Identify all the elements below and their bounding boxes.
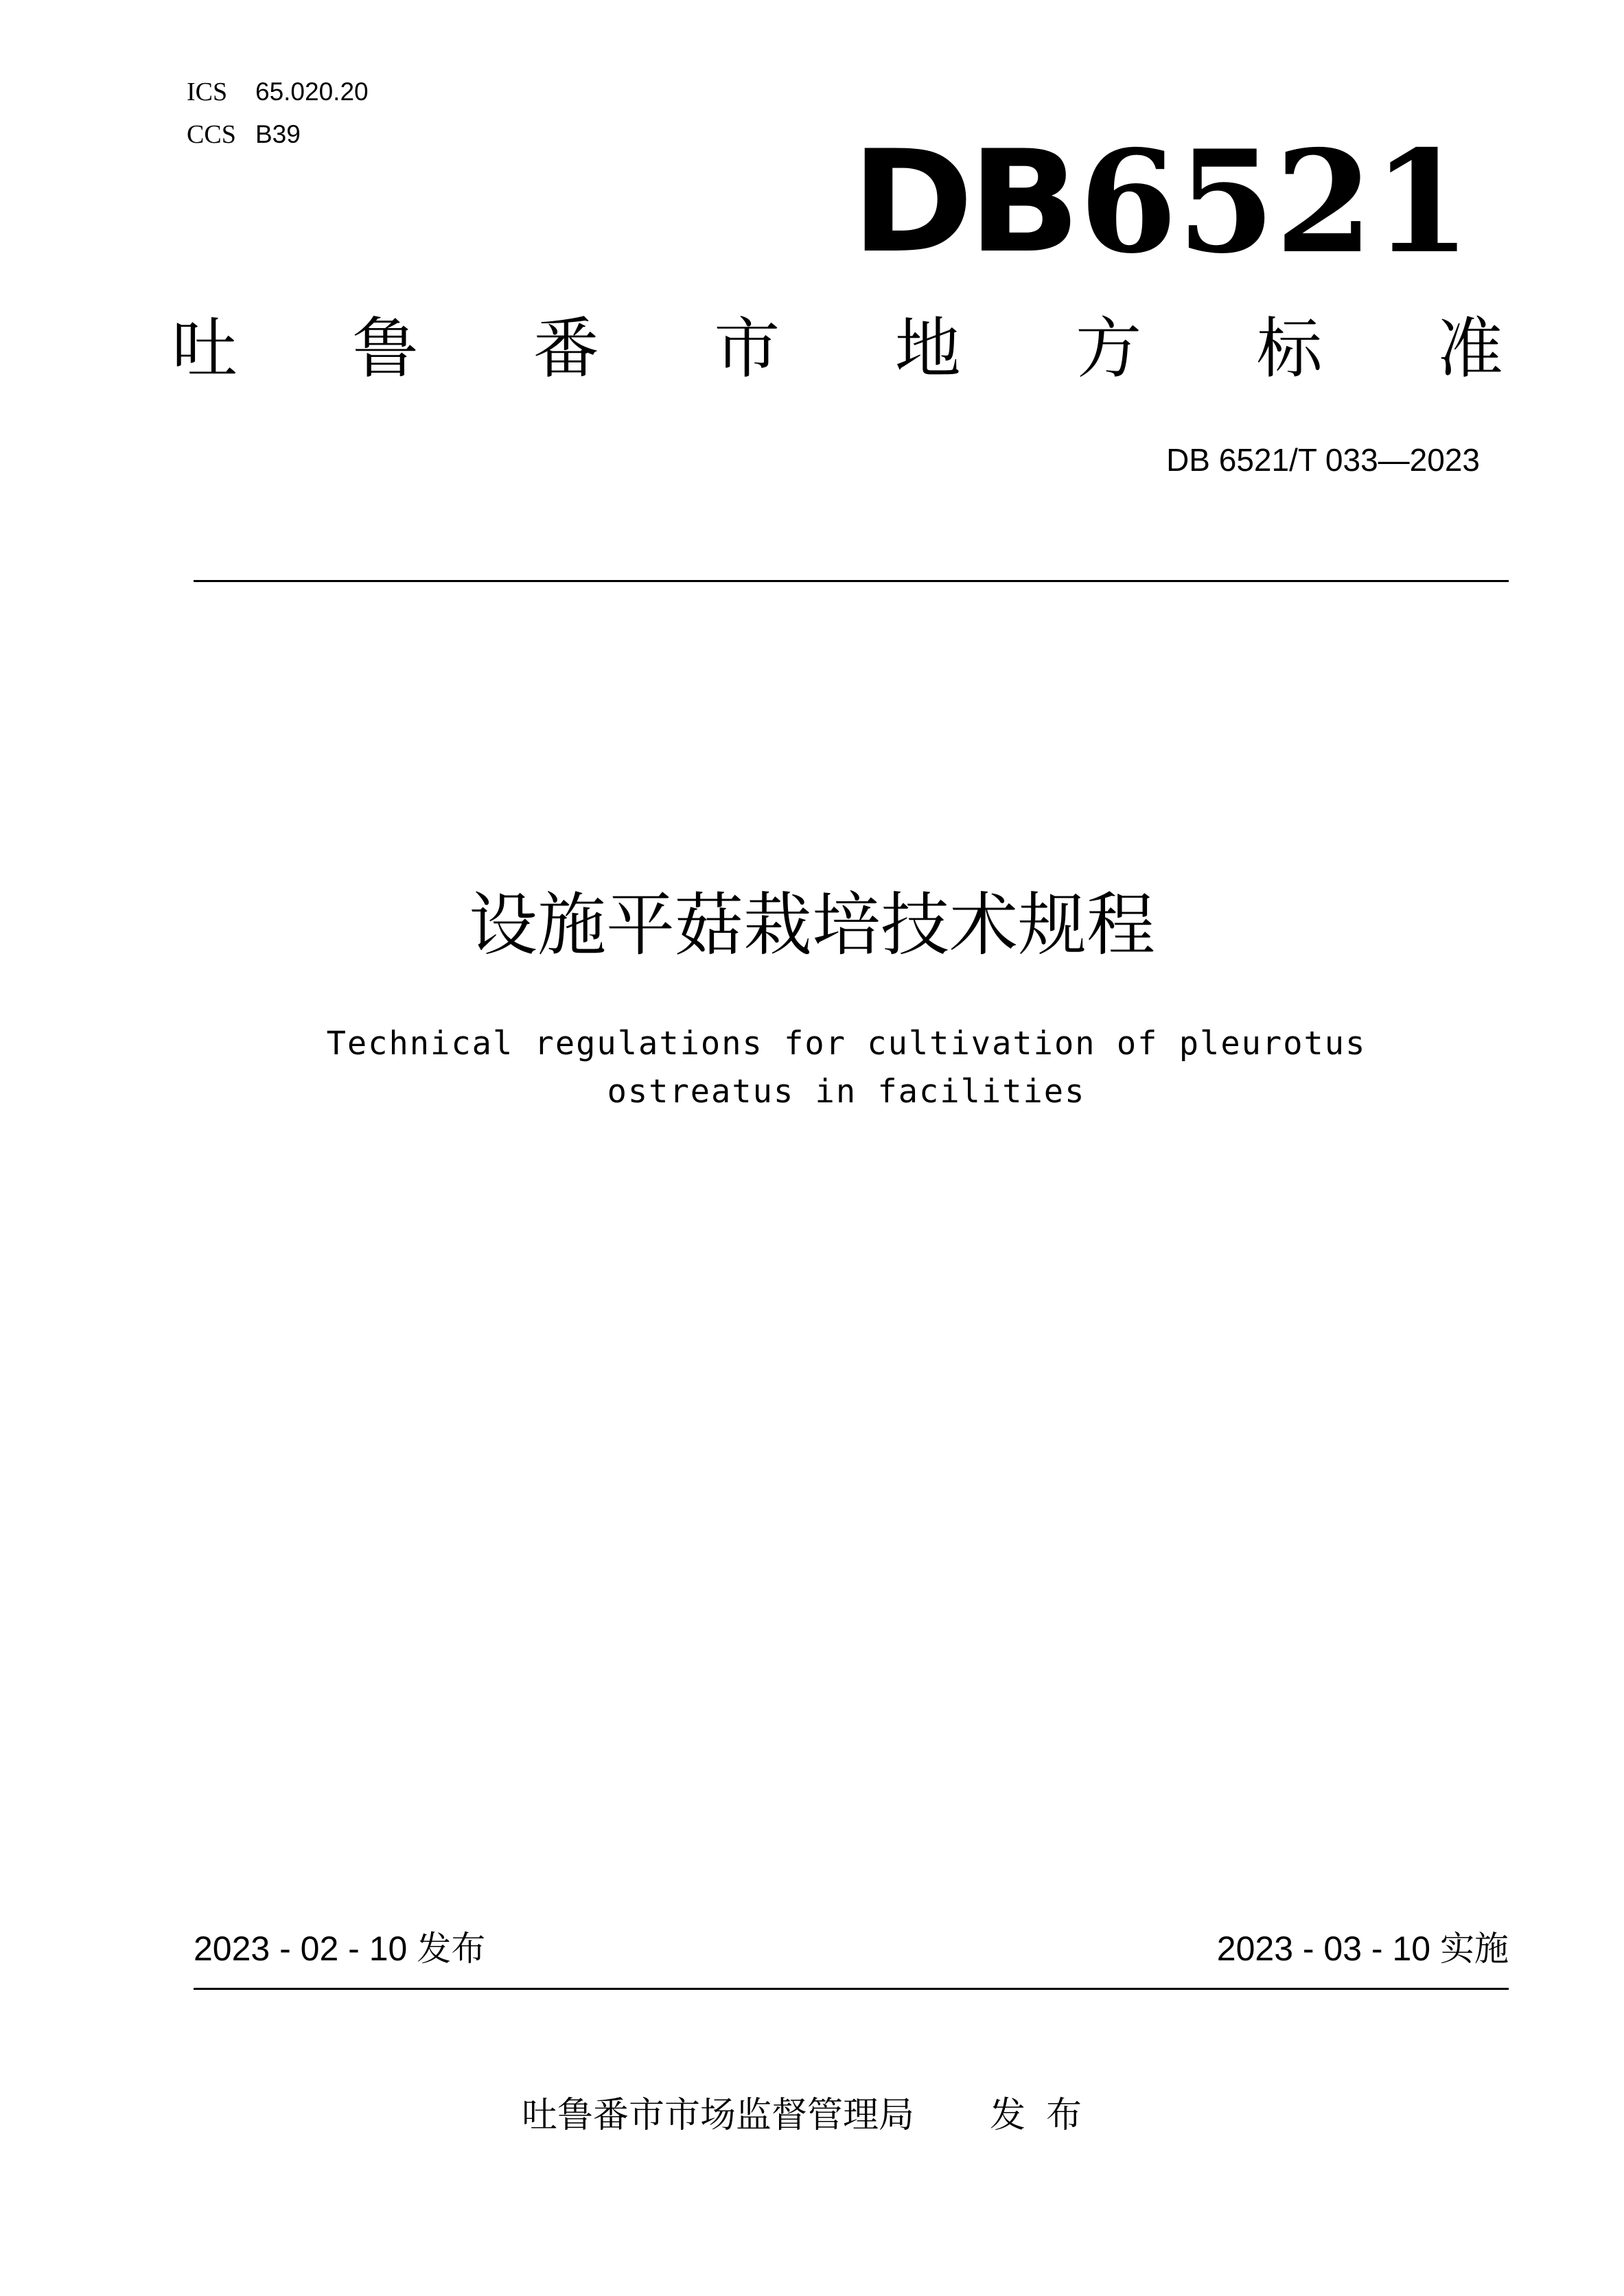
- top-divider: [194, 580, 1509, 582]
- standard-type-char: 准: [1437, 310, 1503, 387]
- standard-type-char: 标: [1256, 310, 1323, 387]
- standard-type-char: 番: [533, 310, 599, 387]
- title-chinese: 设施平菇栽培技术规程: [469, 885, 1155, 965]
- standard-type-heading: [172, 308, 1503, 390]
- standard-type-char: 市: [714, 310, 780, 387]
- db-mark-letters: DB: [851, 121, 1075, 284]
- db-mark-number: 6521: [1079, 120, 1471, 285]
- standard-type-char: 吐: [172, 310, 237, 387]
- ics-label: ICS: [187, 78, 228, 106]
- ccs-value: B39: [255, 120, 301, 148]
- standard-type-char: 地: [894, 310, 961, 387]
- title-english: Technical regulations for cultivation of pleurotus ostreatus in facilities: [326, 1025, 1367, 1111]
- effective-date: 2023 - 03 - 10 实施: [1216, 1929, 1509, 1968]
- ccs-code: [187, 119, 301, 150]
- issue-date: 2023 - 02 - 10 发布: [194, 1929, 486, 1968]
- db-standard-mark: [851, 120, 1471, 285]
- publisher-name: 吐鲁番市市场监督管理局: [521, 2095, 914, 2136]
- publish-action: 发布: [990, 2095, 1103, 2136]
- standard-type-char: 方: [1076, 310, 1142, 387]
- ccs-label: CCS: [187, 120, 236, 149]
- ics-code: [187, 77, 369, 107]
- standard-type-char: 鲁: [352, 310, 419, 387]
- standard-number: DB 6521/T 033—2023: [1166, 442, 1480, 478]
- ics-value: 65.020.20: [255, 78, 369, 106]
- publisher-line: [0, 2094, 1624, 2137]
- bottom-divider: [194, 1988, 1509, 1990]
